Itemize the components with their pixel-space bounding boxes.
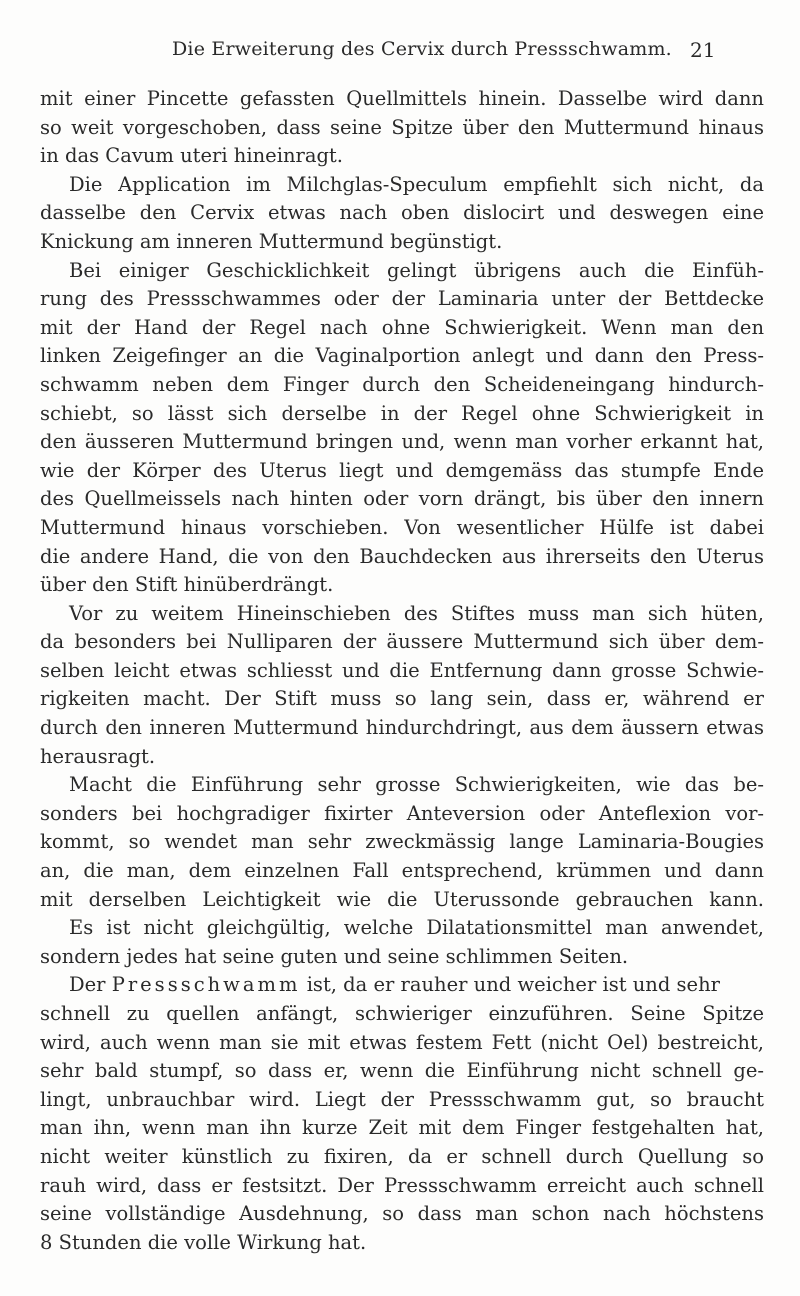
text-line [40,971,764,1000]
text-line: schwamm neben dem Finger durch den Scheideneingang hindurch- [40,372,764,396]
text-line: an, die man, dem einzelnen Fall entsprechend, krümmen und dann [40,859,764,883]
text-line: kommt, so wendet man sehr zweckmässig lange Laminaria-Bougies [40,830,764,854]
text-line: schnell zu quellen anfängt, schwieriger einzuführen. Seine Spitze [40,1002,764,1025]
running-header [0,38,800,68]
page-number: 21 [690,38,716,62]
text-line: schiebt, so lässt sich derselbe in der Regel ohne Schwierigkeit in [40,401,764,425]
text-line: herausragt. [40,744,156,768]
text-line: so weit vorgeschoben, dass seine Spitze über den Muttermund hinaus [40,115,764,139]
text-line: man ihn, wenn man ihn kurze Zeit mit dem Finger festgehalten hat, [40,1116,764,1140]
text-line: sondern jedes hat seine guten und seine schlimmen Seiten. [40,944,629,968]
text-line: sonders bei hochgradiger fixirter Anteversion oder Anteflexion vor- [40,801,764,825]
text-run: Der [69,973,112,997]
text-line: sehr bald stumpf, so dass er, wenn die Einführung nicht schnell ge- [40,1059,764,1083]
text-line: wie der Körper des Uterus liegt und demgemäss das stumpfe Ende [40,458,764,482]
text-line: durch den inneren Muttermund hindurchdringt, aus dem äussern etwas [40,716,764,740]
text-line: nicht weiter künstlich zu fixiren, da er schnell durch Quellung so [40,1144,764,1168]
text-line: lingt, unbrauchbar wird. Liegt der Pressschwamm gut, so braucht [40,1087,764,1111]
text-line: des Quellmeissels nach hinten oder vorn drängt, bis über den innern [40,487,764,511]
text-line: 8 Stunden die volle Wirkung hat. [40,1230,367,1254]
text-line: dasselbe den Cervix etwas nach oben dislocirt und deswegen eine [40,201,764,225]
text-line: mit einer Pincette gefassten Quellmittels hinein. Dasselbe wird dann [40,87,764,110]
text-line: rigkeiten macht. Der Stift muss so lang sein, dass er, während er [40,687,764,711]
text-line: den äusseren Muttermund bringen und, wenn man vorher erkannt hat, [40,430,764,454]
text-line: seine vollständige Ausdehnung, so dass man schon nach höchstens [40,1202,764,1226]
text-line: in das Cavum uteri hineinragt. [40,144,343,168]
emphasized-term: Pressschwamm [111,973,301,997]
text-line: wird, auch wenn man sie mit etwas festem Fett (nicht Oel) bestreicht, [40,1030,764,1054]
text-line: mit der Hand der Regel nach ohne Schwierigkeit. Wenn man den [40,315,764,339]
text-line: mit derselben Leichtigkeit wie die Uterussonde gebrauchen kann. [40,887,764,911]
text-line: Macht die Einführung sehr grosse Schwierigkeiten, wie das be- [69,773,764,797]
text-line: über den Stift hinüberdrängt. [40,573,334,597]
text-line: die andere Hand, die von den Bauchdecken aus ihrerseits den Uterus [40,544,764,568]
text-line: rung des Pressschwammes oder der Laminaria unter der Bettdecke [40,287,764,311]
text-line: Es ist nicht gleichgültig, welche Dilatationsmittel man anwendet, [69,916,764,940]
text-run: ist, da er rauher und weicher ist und sehr [300,973,720,997]
text-line: rauh wird, dass er festsitzt. Der Pressschwamm erreicht auch schnell [40,1173,764,1197]
body-text [40,85,764,1257]
text-line: da besonders bei Nulliparen der äussere Muttermund sich über dem- [40,630,764,654]
running-title: Die Erweiterung des Cervix durch Pressschwamm. [172,38,672,60]
text-line: Vor zu weitem Hineinschieben des Stiftes muss man sich hüten, [69,601,764,625]
text-line: Knickung am inneren Muttermund begünstigt. [40,229,503,253]
text-line: Bei einiger Geschicklichkeit gelingt übrigens auch die Einfüh- [69,258,764,282]
text-line: selben leicht etwas schliesst und die Entfernung dann grosse Schwie- [40,658,764,682]
text-line: Die Application im Milchglas-Speculum empfiehlt sich nicht, da [69,172,764,196]
text-line: linken Zeigefinger an die Vaginalportion anlegt und dann den Press- [40,344,764,368]
text-line: Muttermund hinaus vorschieben. Von wesentlicher Hülfe ist dabei [40,515,764,539]
